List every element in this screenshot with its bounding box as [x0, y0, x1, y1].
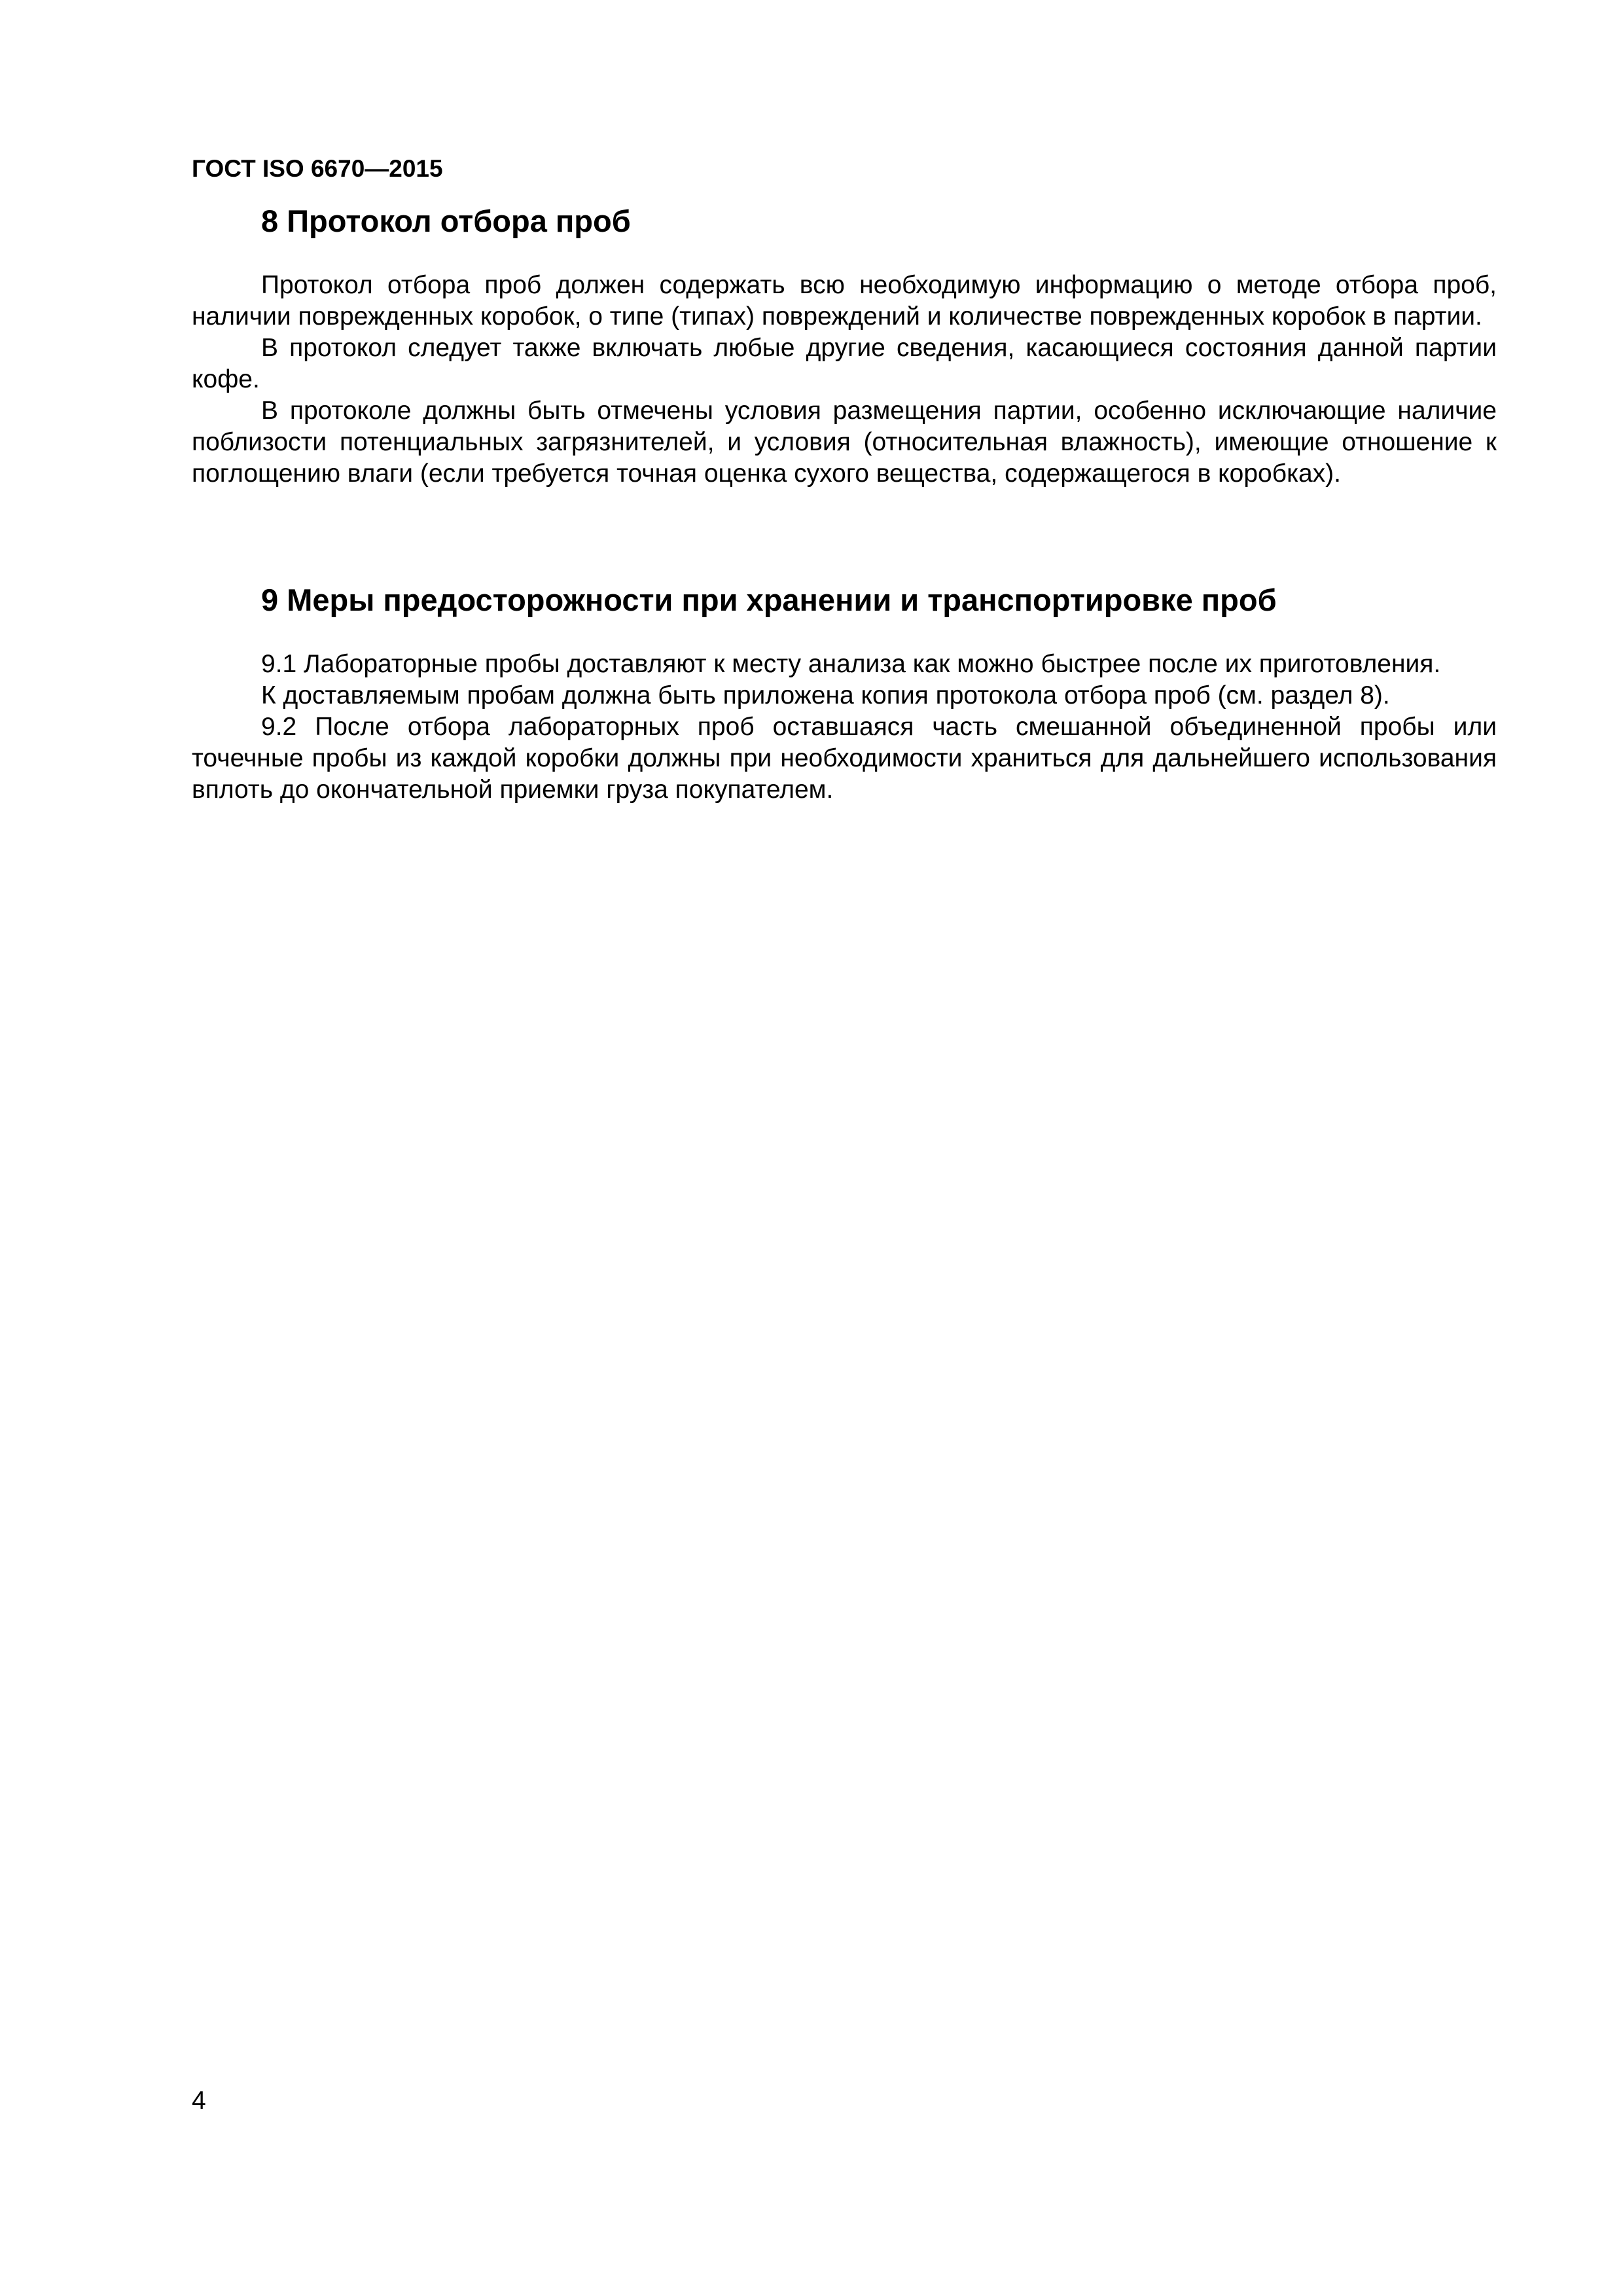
section-title: 9 Меры предосторожности при хранении и транспортировке проб [261, 583, 1277, 617]
paragraph: 9.2 После отбора лабораторных проб оставшаяся часть смешанной объединенной пробы или точечные пробы из каждой коробки должны при необходимости храниться для дальнейшего использования вплоть до окончательной приемки груза покупателем. [192, 713, 1497, 804]
section-sampling-protocol [192, 202, 1497, 490]
section-body [192, 270, 1497, 490]
standard-code-header: ГОСТ ISO 6670—2015 [192, 155, 443, 182]
paragraph: К доставляемым пробам должна быть приложена копия протокола отбора проб (см. раздел 8). [261, 681, 1390, 709]
paragraph: В протоколе должны быть отмечены условия размещения партии, особенно исключающие наличие поблизости потенциальных загрязнителей, и условия (относительная влажность), имеющие отношение к поглощению влаги (если требуется точная оценка сухого вещества, содержащегося в коробках). [192, 397, 1497, 488]
section-title: 8 Протокол отбора проб [261, 204, 631, 238]
paragraph: В протокол следует также включать любые другие сведения, касающиеся состояния данной партии кофе. [192, 334, 1497, 393]
page-number: 4 [192, 2087, 206, 2115]
section-storage-transport-precautions [192, 581, 1497, 806]
section-body [192, 649, 1497, 806]
paragraph: Протокол отбора проб должен содержать всю необходимую информацию о методе отбора проб, наличии поврежденных коробок, о типе (типах) повреждений и количестве поврежденных коробок в партии. [192, 271, 1497, 331]
paragraph: 9.1 Лабораторные пробы доставляют к месту анализа как можно быстрее после их приготовления. [261, 650, 1441, 678]
